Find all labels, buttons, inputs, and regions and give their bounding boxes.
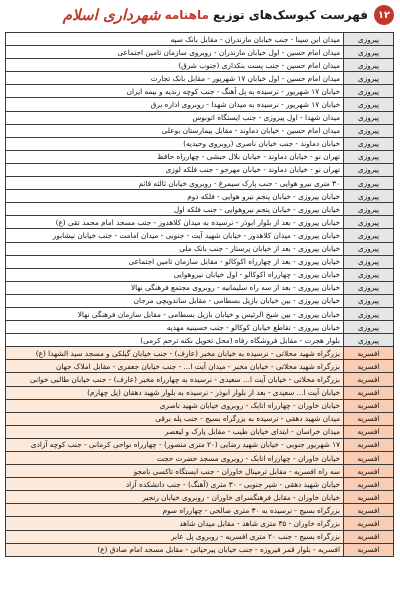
table-row (6, 150, 394, 163)
table-row (6, 438, 394, 451)
page-title: فهرست کیوسک‌های توزیع (212, 8, 368, 22)
address-cell: خیابان پیروزی - خیابان پنجم نیروهوایی - جنب فلکه اول (6, 203, 344, 216)
region-cell: پیروزی (344, 294, 394, 307)
address-cell: تهران نو - خیابان دماوند - خیابان بلال حبشی - چهارراه حافظ (6, 150, 344, 163)
table-row (6, 229, 394, 242)
address-cell: تهران نو - خیابان دماوند - خیابان مهرجو - جنب فلکه لوزی (6, 163, 344, 176)
address-cell: خیابان خاوران - چهارراه اتابک - روبروی مسجد حضرت حجت (6, 452, 344, 465)
table-row (6, 386, 394, 399)
region-cell: افسریه (344, 530, 394, 543)
kiosk-table (5, 32, 394, 557)
table-row (6, 360, 394, 373)
table-row (6, 399, 394, 412)
region-cell: پیروزی (344, 72, 394, 85)
page-number-badge: ۱۲ (374, 5, 394, 25)
table-row (6, 347, 394, 360)
table-row (6, 321, 394, 334)
region-cell: پیروزی (344, 242, 394, 255)
address-cell: خیابان پیروزی - تقاطع خیابان کوکالو - جنب حسینیه مهدیه (6, 321, 344, 334)
region-cell: افسریه (344, 491, 394, 504)
table-row (6, 98, 394, 111)
region-cell: افسریه (344, 517, 394, 530)
address-cell: خیابان پیروزی - بعد از سه راه سلیمانیه - روبروی مجتمع فرهنگی نهالا (6, 281, 344, 294)
address-cell: خیابان پیروزی - چهارراه اکوکالو - اول خیابان نیروهوایی (6, 268, 344, 281)
address-cell: بزرگراه شهید محلاتی - خیابان مخبر - میدان آیت ا... - جنب خیابان جعفری - مقابل املاک جهان (6, 360, 344, 373)
region-cell: افسریه (344, 425, 394, 438)
table-row (6, 465, 394, 478)
title-accent: ماهنامه (164, 8, 209, 22)
address-cell: خیابان آیت ا... سعیدی - بعد از بلوار ابوذر - نرسیده به بلوار شهید دهقان (پل چهارم) (6, 386, 344, 399)
table-row (6, 216, 394, 229)
region-cell: پیروزی (344, 98, 394, 111)
address-cell: بزرگراه بسیج - نرسیده به ۳۰ متری صالحی - چهارراه سوم (6, 504, 344, 517)
table-row (6, 137, 394, 150)
table-row (6, 124, 394, 137)
address-cell: خیابان پیروزی - بعد از خیابان پرستار - جنب بانک ملی (6, 242, 344, 255)
region-cell: افسریه (344, 386, 394, 399)
table-row (6, 46, 394, 59)
region-cell: افسریه (344, 465, 394, 478)
region-cell: پیروزی (344, 334, 394, 347)
address-cell: میدان امام حسین - اول خیابان ۱۷ شهریور - مقابل بانک تجارت (6, 72, 344, 85)
region-cell: افسریه (344, 373, 394, 386)
address-cell: میدان امام حسین - خیابان دماوند - مقابل بیمارستان بوعلی (6, 124, 344, 137)
region-cell: پیروزی (344, 321, 394, 334)
table-row (6, 190, 394, 203)
address-cell: خیابان پیروزی - بین شیخ الرئیس و خیابان بازیل بسطامی - مقابل سازمان فرهنگی نهالا (6, 307, 344, 320)
address-cell: خیابان ۱۷ شهریور - نرسیده به میدان شهدا - روبروی اداره برق (6, 98, 344, 111)
page-header (0, 0, 400, 30)
address-cell: بزرگراه خاوران - ۳۵ متری شاهد - مقابل میدان شاهد (6, 517, 344, 530)
address-cell: بزرگراه شهید محلاتی - نرسیده به خیابان مخبر (عارف) - جنب خیابان گیلکی و مسجد سید الشهدا (ع) (6, 347, 344, 360)
table-row (6, 412, 394, 425)
address-cell: خیابان خاوران - چهارراه اتابک - روبروی خیابان شهید ناصری (6, 399, 344, 412)
table-row (6, 504, 394, 517)
address-cell: خیابان ۱۷ شهریور - نرسیده به پل آهنگ - جنب کوچه زندیه و بیمه ایران (6, 85, 344, 98)
address-cell: خیابان دماوند - جنب خیابان ناصری (روبروی وحیدیه) (6, 137, 344, 150)
table-row (6, 517, 394, 530)
table-row (6, 373, 394, 386)
address-cell: خیابان پیروزی - بعد از بلوار ابوذر - نرسیده به میدان کلاهدوز - جنب مسجد امام محمد تقی (ع) (6, 216, 344, 229)
table-row (6, 242, 394, 255)
table-row (6, 452, 394, 465)
region-cell: پیروزی (344, 281, 394, 294)
table-row (6, 543, 394, 556)
table-row (6, 491, 394, 504)
address-cell: خیابان پیروزی - خیابان پنجم نیرو هوایی - فلکه دوم (6, 190, 344, 203)
address-cell: سه راه افسریه - مقابل ترمینال خاوران - جنب ایستگاه تاکسی نامجو (6, 465, 344, 478)
region-cell: پیروزی (344, 59, 394, 72)
region-cell: افسریه (344, 412, 394, 425)
table-row (6, 307, 394, 320)
region-cell: پیروزی (344, 255, 394, 268)
region-cell: افسریه (344, 360, 394, 373)
table-row (6, 530, 394, 543)
brand-logo-text: شهرداری اسلام (62, 6, 161, 24)
address-cell: میدان خراسان - ابتدای خیابان طیب - مقابل پارک و لیعصر (6, 425, 344, 438)
region-cell: پیروزی (344, 203, 394, 216)
table-row (6, 85, 394, 98)
table-row (6, 268, 394, 281)
address-cell: ۱۷ شهریور جنوبی - خیابان شهید رضایی (۲۰ متری منصور) - چهارراه نواحی کرمانی - جنب کوچه آزادی (6, 438, 344, 451)
table-row (6, 425, 394, 438)
address-cell: خیابان پیروزی - میدان کلاهدوز - خیابان شهید آیت - جنوبی - میدان امامت - جنب خیابان نیشابور (6, 229, 344, 242)
table-row (6, 59, 394, 72)
address-cell: میدان شهدا - اول پیروزی - جنب ایستگاه اتوبوس (6, 111, 344, 124)
table-row (6, 33, 394, 46)
address-cell: بزرگراه محلاتی - خیابان آیت ا... سعیدی - نرسیده به چهارراه مخبر (عارف) - جنب خیابان طالبی خوانی (6, 373, 344, 386)
table-row (6, 478, 394, 491)
address-cell: ۳۰ متری نیرو هوایی - جنب پارک سیمرغ - روبروی خیابان ثالثه قائم (6, 177, 344, 190)
address-cell: خیابان پیروزی - بعد از چهارراه اکوکالو - مقابل سازمان تامین اجتماعی (6, 255, 344, 268)
table-row (6, 294, 394, 307)
table-row (6, 334, 394, 347)
region-cell: پیروزی (344, 216, 394, 229)
table-row (6, 203, 394, 216)
region-cell: پیروزی (344, 111, 394, 124)
address-cell: میدان ابن سینا - جنب خیابان مازندران - مقابل بانک سپه (6, 33, 344, 46)
table-row (6, 255, 394, 268)
region-cell: افسریه (344, 452, 394, 465)
address-cell: میدان امام حسین - جنب پست بنکداری (جنوب شرق) (6, 59, 344, 72)
address-cell: میدان امام حسین - اول خیابان مازندران - روبروی سازمان تامین اجتماعی (6, 46, 344, 59)
address-cell: افسریه - بلوار قمر فیروزه - جنب خیابان پیرحیاتی - مقابل مسجد امام صادق (ع) (6, 543, 344, 556)
region-cell: افسریه (344, 543, 394, 556)
region-cell: پیروزی (344, 190, 394, 203)
table-row (6, 281, 394, 294)
region-cell: افسریه (344, 438, 394, 451)
region-cell: افسریه (344, 347, 394, 360)
table-row (6, 177, 394, 190)
region-cell: پیروزی (344, 229, 394, 242)
region-cell: پیروزی (344, 177, 394, 190)
address-cell: خیابان پیروزی - بین خیابان بازیل بسطامی - مقابل ساندویچی مرجان (6, 294, 344, 307)
region-cell: پیروزی (344, 124, 394, 137)
region-cell: افسریه (344, 504, 394, 517)
region-cell: پیروزی (344, 163, 394, 176)
table-row (6, 163, 394, 176)
kiosk-table-container (6, 32, 394, 557)
region-cell: پیروزی (344, 307, 394, 320)
region-cell: پیروزی (344, 46, 394, 59)
address-cell: خیابان شهید دهقی - شیر جنوبی - ۳۰ متری (آهنگ) - جنب دانشکده آزاد (6, 478, 344, 491)
address-cell: بزرگراه بسیج - جنب ۲۰ متری افسریه - روبروی پل عابر (6, 530, 344, 543)
table-row (6, 72, 394, 85)
region-cell: افسریه (344, 399, 394, 412)
address-cell: خیابان خاوران - مقابل فرهنگسرای خاوران - روبروی خیابان رنجبر (6, 491, 344, 504)
table-row (6, 111, 394, 124)
region-cell: پیروزی (344, 150, 394, 163)
address-cell: میدان شهید دهقی - نرسیده به بزرگراه بسیج - جنب پله برقی (6, 412, 344, 425)
region-cell: افسریه (344, 478, 394, 491)
address-cell: بلوار هجرت - مقابل فروشگاه رفاه (محل تحویل نکته ترحم کرمی) (6, 334, 344, 347)
region-cell: پیروزی (344, 268, 394, 281)
region-cell: پیروزی (344, 33, 394, 46)
region-cell: پیروزی (344, 85, 394, 98)
kiosk-table-body (6, 33, 394, 557)
region-cell: پیروزی (344, 137, 394, 150)
